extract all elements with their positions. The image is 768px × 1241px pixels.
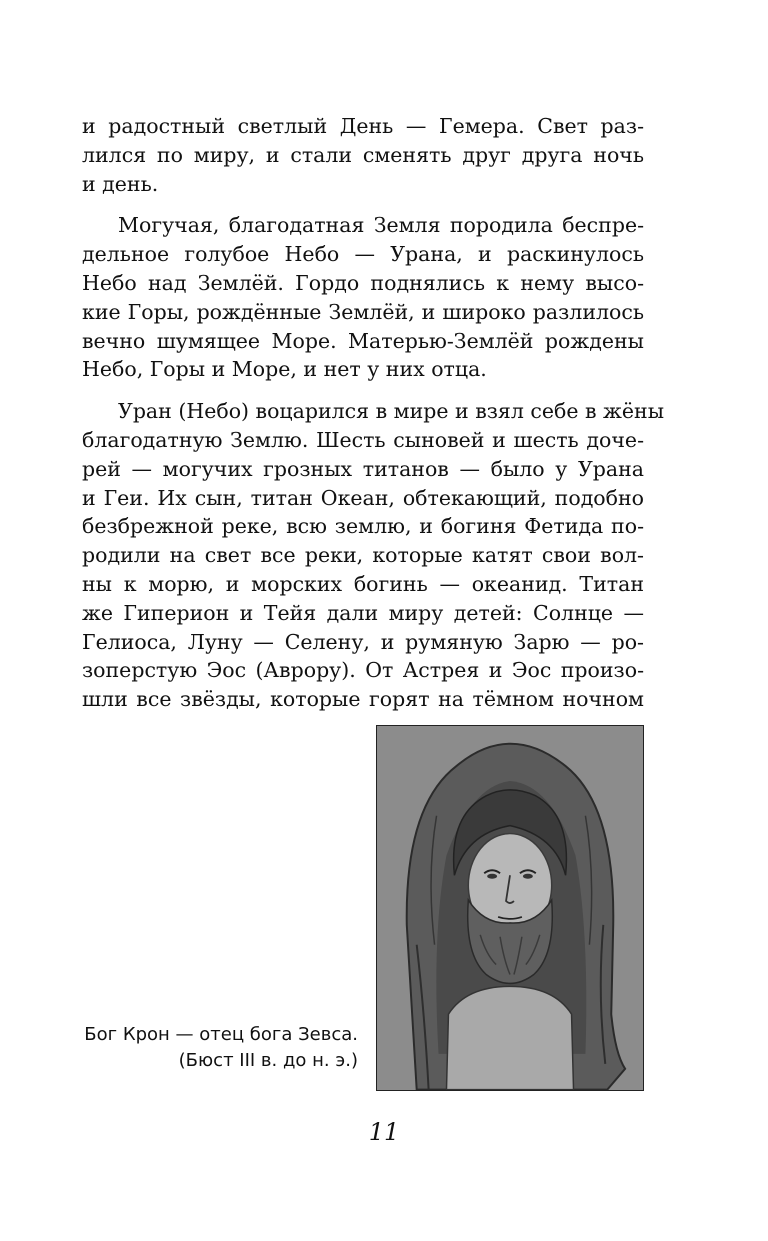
text-line: Гелиоса, Луну — Селену, и румяную Зарю — ро- bbox=[82, 629, 644, 654]
text-line: ны к морю, и морских богинь — океанид. Титан bbox=[82, 571, 644, 596]
text-line: же Гиперион и Тейя дали миру детей: Солнце — bbox=[82, 600, 644, 625]
bust-of-kronos-image bbox=[376, 725, 644, 1091]
text-line: вечно шумящее Море. Матерью-Землёй рождены bbox=[82, 328, 644, 353]
body-text bbox=[82, 112, 665, 714]
text-line: благодатную Землю. Шесть сыновей и шесть доче- bbox=[82, 427, 644, 452]
text-line: Небо над Землёй. Гордо поднялись к нему высо- bbox=[82, 270, 644, 295]
caption-line: (Бюст III в. до н. э.) bbox=[178, 1050, 358, 1071]
paragraph-3 bbox=[82, 397, 665, 714]
text-line: и радостный светлый День — Гемера. Свет раз- bbox=[82, 114, 644, 138]
text-line: рей — могучих грозных титанов — было у Урана bbox=[82, 456, 644, 481]
text-line: шли все звёзды, которые горят на тёмном ночном bbox=[82, 687, 644, 712]
text-line: зоперстую Эос (Аврору). От Астрея и Эос произо- bbox=[82, 658, 644, 683]
paragraph-1 bbox=[82, 112, 644, 198]
text-line: родили на свет все реки, которые катят свои вол- bbox=[82, 543, 644, 568]
bust-illustration bbox=[377, 726, 643, 1090]
page-number: 11 bbox=[368, 1118, 400, 1146]
text-line: Небо, Горы и Море, и нет у них отца. bbox=[82, 357, 487, 382]
paragraph-2 bbox=[82, 211, 644, 384]
text-line: и Геи. Их сын, титан Океан, обтекающий, подобно bbox=[82, 485, 644, 510]
text-line: и день. bbox=[82, 171, 159, 196]
text-line: дельное голубое Небо — Урана, и раскинулось bbox=[82, 242, 644, 267]
text-line: кие Горы, рождённые Землёй, и широко разлилось bbox=[82, 299, 644, 324]
figure-caption bbox=[84, 1022, 358, 1074]
text-line: безбрежной реке, всю землю, и богиня Фетида по- bbox=[82, 514, 644, 539]
text-line: лился по миру, и стали сменять друг друга ночь bbox=[82, 142, 644, 167]
caption-line: Бог Крон — отец бога Зевса. bbox=[84, 1024, 358, 1045]
text-line: Могучая, благодатная Земля породила беспре- bbox=[118, 213, 644, 238]
text-line: Уран (Небо) воцарился в мире и взял себе в жёны bbox=[118, 399, 665, 424]
